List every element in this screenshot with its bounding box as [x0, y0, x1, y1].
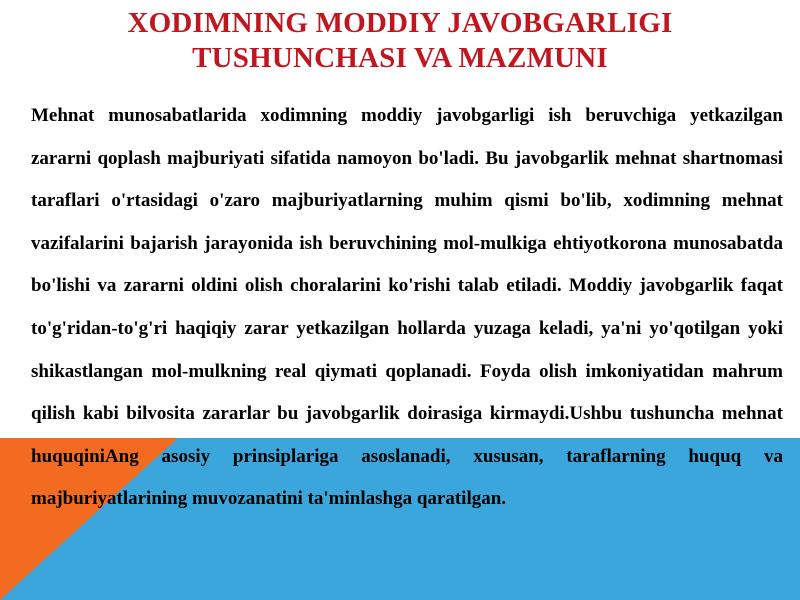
slide-title-line-2: TUSHUNCHASI VA MAZMUNI: [192, 42, 608, 74]
slide-body-text: Mehnat munosabatlarida xodimning moddiy javobgarligi ish beruvchiga yetkazilgan zararni qoplash majburiyati sifatida namoyon bo'ladi. Bu javobgarlik mehnat shartnomasi taraflari o'rtasidagi o'zaro majburiyatlarning muhim qismi bo'lib, xodimning mehnat vazifalarini bajarish jarayonida ish beruvchining mol-mulkiga ehtiyotkorona munosabatda bo'lishi va zararni oldini olish choralarini ko'rishi talab etiladi. Moddiy javobgarlik faqat to'g'ridan-to'g'ri haqiqiy zarar yetkazilgan hollarda yuzaga keladi, ya'ni yo'qotilgan yoki shikastlangan mol-mulkning real qiymati qoplanadi. Foyda olish imkoniyatidan mahrum qilish kabi bilvosita zararlar bu javobgarlik doirasiga kirmaydi.Ushbu tushuncha mehnat huquqiniAng asosiy prinsiplariga asoslanadi, xususan, taraflarning huquq va majburiyatlarining muvozanatini ta'minlashga qaratilgan.: [31, 105, 783, 510]
slide-title-line-1: XODIMNING MODDIY JAVOBGARLIGI: [127, 7, 673, 39]
slide-title: [0, 6, 800, 76]
